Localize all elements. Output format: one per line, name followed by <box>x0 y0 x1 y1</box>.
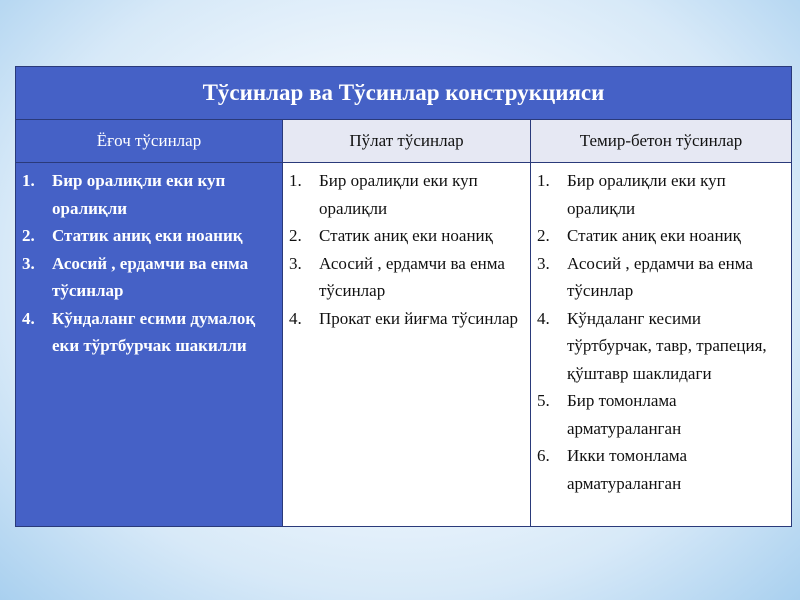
list-item-number: 1. <box>22 171 35 190</box>
list-item <box>20 250 278 305</box>
list-item-text: Статик аниқ еки ноаниқ <box>52 226 243 245</box>
list-item <box>287 167 526 222</box>
list-item-number: 1. <box>289 171 302 190</box>
column-header-wood: Ёғоч тўсинлар <box>16 120 283 163</box>
reinforced-concrete-beams-list <box>531 163 791 497</box>
list-item-number: 5. <box>537 391 550 410</box>
wood-beams-list <box>16 163 282 360</box>
list-item-number: 4. <box>22 308 35 328</box>
list-item <box>535 305 787 388</box>
list-item-text: Асосий , ердамчи ва енма тўсинлар <box>319 253 505 300</box>
list-item <box>287 222 526 250</box>
list-item-text: Бир оралиқли еки куп оралиқли <box>319 171 478 218</box>
table-title: Тўсинлар ва Тўсинлар конструкцияси <box>16 67 792 120</box>
column-header-reinforced-concrete: Темир-бетон тўсинлар <box>531 120 792 163</box>
list-item-text: Кўндаланг есими думалоқ еки тўртбурчак шакилли <box>52 308 256 355</box>
list-item-text: Статик аниқ еки ноаниқ <box>567 226 741 245</box>
list-item-number: 2. <box>22 226 35 245</box>
list-item-number: 4. <box>537 308 550 328</box>
steel-beams-list <box>283 163 530 332</box>
list-item <box>535 222 787 250</box>
list-item-text: Икки томонлама арматураланган <box>567 446 688 493</box>
list-item-number: 6. <box>537 446 550 465</box>
list-item-text: Прокат еки йиғма тўсинлар <box>319 308 519 328</box>
list-item-number: 4. <box>289 308 302 328</box>
list-item-number: 2. <box>289 226 302 245</box>
list-item <box>287 305 526 333</box>
list-item-text: Бир оралиқли еки куп оралиқли <box>52 171 226 218</box>
list-item-text: Бир томонлама арматураланган <box>567 391 682 438</box>
list-item <box>535 442 787 497</box>
list-item-text: Асосий , ердамчи ва енма тўсинлар <box>567 253 753 300</box>
list-item <box>20 305 278 360</box>
list-item <box>20 222 278 250</box>
list-item-text: Статик аниқ еки ноаниқ <box>319 226 493 245</box>
column-body-wood <box>16 163 283 527</box>
list-item-text: Бир оралиқли еки куп оралиқли <box>567 171 726 218</box>
beams-table <box>15 66 792 527</box>
list-item <box>287 250 526 305</box>
column-header-steel: Пўлат тўсинлар <box>283 120 531 163</box>
list-item-number: 3. <box>22 253 35 273</box>
list-item-number: 2. <box>537 226 550 245</box>
list-item-number: 3. <box>289 253 302 273</box>
column-body-steel <box>283 163 531 527</box>
list-item-text: Асосий , ердамчи ва енма тўсинлар <box>52 253 249 300</box>
list-item <box>535 167 787 222</box>
list-item-text: Кўндаланг кесими тўртбурчак, тавр, трапеция, қўштавр шаклидаги <box>567 308 767 383</box>
column-body-reinforced-concrete <box>531 163 792 527</box>
list-item-number: 1. <box>537 171 550 190</box>
list-item <box>20 167 278 222</box>
list-item-number: 3. <box>537 253 550 273</box>
list-item <box>535 387 787 442</box>
list-item <box>535 250 787 305</box>
